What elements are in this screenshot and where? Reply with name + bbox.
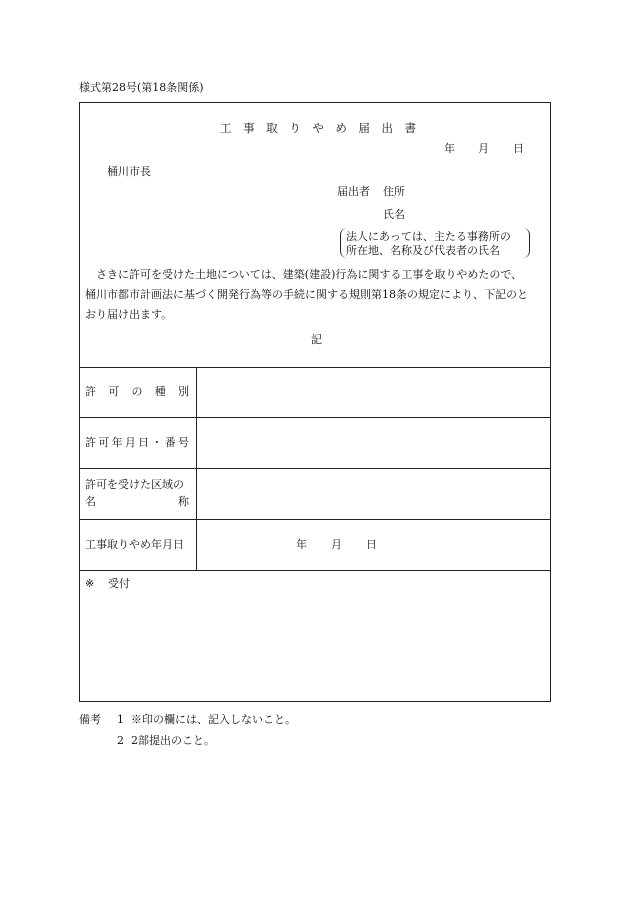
row-label-cancellation-date: 工事取りやめ年月日 bbox=[85, 538, 184, 551]
row-divider bbox=[80, 417, 550, 418]
title-char: 工 bbox=[220, 121, 232, 135]
receipt-mark: ※ bbox=[85, 577, 95, 590]
note-number: 1 bbox=[117, 713, 124, 726]
title-char: 事 bbox=[243, 121, 255, 135]
title-char: め bbox=[335, 121, 347, 135]
row-divider bbox=[80, 367, 550, 368]
row-label-area-name-line1: 許可を受けた区域の bbox=[85, 478, 184, 491]
body-paragraph bbox=[85, 265, 550, 325]
label-char: ・ bbox=[151, 436, 163, 449]
label-char: 番 bbox=[164, 436, 176, 449]
row-label-permit-date-number bbox=[85, 437, 189, 448]
label-char: 別 bbox=[178, 385, 189, 398]
note-text: ※印の欄には、記入しないこと。 bbox=[131, 713, 296, 726]
label-char: 種 bbox=[154, 385, 166, 398]
date-month-label: 月 bbox=[478, 142, 489, 155]
cancellation-day-label: 日 bbox=[366, 538, 377, 551]
label-char: 許 bbox=[85, 385, 96, 398]
addressee: 桶川市長 bbox=[107, 165, 151, 178]
title-char: 出 bbox=[381, 121, 393, 135]
cancellation-month-label: 月 bbox=[331, 538, 342, 551]
row-label-permit-type bbox=[85, 386, 189, 397]
row-divider bbox=[80, 570, 550, 571]
label-char: 月 bbox=[124, 436, 136, 449]
ki-label: 記 bbox=[311, 333, 322, 346]
note-text: 2部提出のこと。 bbox=[131, 734, 215, 747]
column-divider bbox=[196, 367, 197, 570]
form-number: 様式第28号(第18条関係) bbox=[79, 81, 204, 94]
label-char: 号 bbox=[177, 436, 189, 449]
row-divider bbox=[80, 468, 550, 469]
label-char: 可 bbox=[98, 436, 110, 449]
body-line: さきに許可を受けた土地については、建築(建設)行為に関する工事を取りやめたので、 bbox=[96, 268, 523, 281]
form-table bbox=[79, 102, 551, 702]
title-char: り bbox=[289, 121, 301, 135]
cancellation-year-label: 年 bbox=[296, 538, 307, 551]
body-line: おり届け出ます。 bbox=[85, 308, 173, 321]
receipt-label: 受付 bbox=[108, 577, 130, 590]
label-char: 許 bbox=[85, 436, 96, 449]
applicant-label: 届出者 bbox=[337, 185, 370, 198]
corporate-note-line2: 所在地、名称及び代表者の氏名 bbox=[346, 244, 500, 257]
label-char: の bbox=[131, 385, 143, 398]
address-label: 住所 bbox=[383, 185, 405, 198]
notes-heading: 備考 bbox=[79, 713, 101, 726]
title-char: 届 bbox=[358, 121, 370, 135]
name-label: 氏名 bbox=[383, 208, 405, 221]
title-char: 書 bbox=[404, 121, 416, 135]
note-number: 2 bbox=[117, 734, 124, 747]
date-year-label: 年 bbox=[444, 142, 455, 155]
corporate-note-line1: 法人にあっては、主たる事務所の bbox=[346, 230, 511, 243]
corporate-note-bracket bbox=[340, 228, 530, 258]
date-day-label: 日 bbox=[513, 142, 524, 155]
label-char: 可 bbox=[108, 385, 120, 398]
title-char: 取 bbox=[266, 121, 278, 135]
label-char: 年 bbox=[111, 436, 123, 449]
document-title bbox=[220, 123, 416, 135]
row-divider bbox=[80, 519, 550, 520]
title-char: や bbox=[312, 121, 324, 135]
row-label-area-name-line2 bbox=[85, 496, 189, 507]
label-char: 日 bbox=[138, 436, 150, 449]
body-line: 桶川市都市計画法に基づく開発行為等の手続に関する規則第18条の規定により、下記のと bbox=[85, 288, 528, 301]
label-char: 名 bbox=[85, 495, 96, 508]
label-char: 称 bbox=[178, 495, 189, 508]
